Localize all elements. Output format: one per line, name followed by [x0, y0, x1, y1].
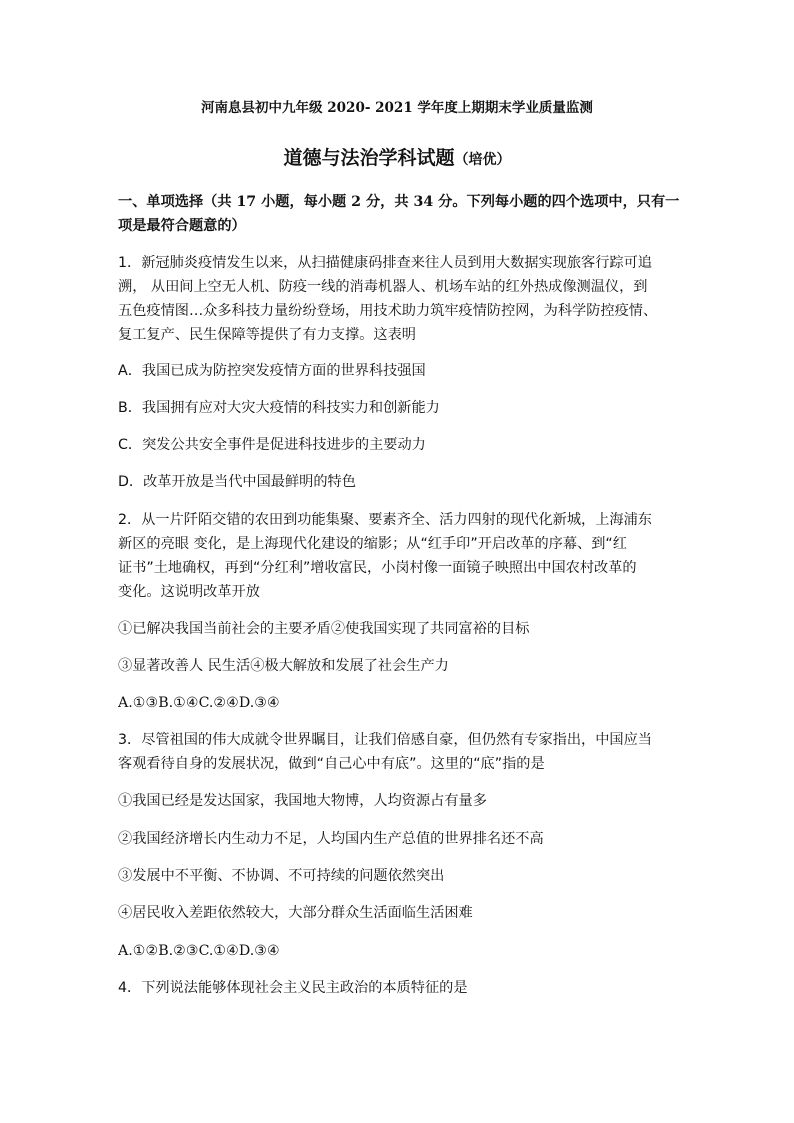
- question-1-option-c: C．突发公共安全事件是促进科技进步的主要动力: [118, 437, 426, 453]
- question-1-option-d: D．改革开放是当代中国最鲜明的特色: [118, 474, 356, 490]
- subject-title-text: 道德与法治学科试题: [283, 147, 455, 169]
- question-4-stem-line: 4．下列说法能够体现社会主义民主政治的本质特征的是: [118, 980, 468, 996]
- question-3-statement-line: ③发展中不平衡、不协调、不可持续的问题依然突出: [118, 868, 445, 884]
- question-3-statement-line: ①我国已经是发达国家，我国地大物博，人均资源占有量多: [118, 793, 487, 809]
- question-1-stem-line: 溯， 从田间上空无人机、防疫一线的消毒机器人、机场车站的红外热成像测温仪，到: [118, 279, 648, 295]
- question-2-stem-line: 证书”土地确权，再到“分红利”增收富民，小岗村像一面镜子映照出中国农村改革的: [118, 560, 637, 576]
- section-heading-line-1: 一、单项选择（共 17 小题，每小题 2 分，共 34 分。下列每小题的四个选项中，只有一: [118, 194, 680, 210]
- question-3-stem-line: 3．尽管祖国的伟大成就令世界瞩目，让我们倍感自豪，但仍然有专家指出，中国应当: [118, 732, 652, 748]
- subject-title-tag: （培优）: [454, 152, 511, 168]
- exam-header-line: 河南息县初中九年级 2020- 2021 学年度上期期末学业质量监测: [201, 100, 593, 116]
- question-1-stem-line: 五色疫情图…众多科技力量纷纷登场，用技术助力筑牢疫情防控网，为科学防控疫情、: [118, 303, 658, 319]
- question-3-statement-line: ②我国经济增长内生动力不足，人均国内生产总值的世界排名还不高: [118, 831, 544, 847]
- question-1-stem-line: 复工复产、民生保障等提供了有力支撑。这表明: [118, 327, 416, 343]
- question-2-stem-line: 变化。这说明改革开放: [118, 584, 260, 600]
- question-2-stem-line: 新区的亮眼 变化，是上海现代化建设的缩影；从“红手印”开启改革的序幕、到“红: [118, 536, 627, 552]
- section-heading-line-2: 项是最符合题意的）: [118, 218, 246, 234]
- question-2-statement-line: ③显著改善人 民生活④极大解放和发展了社会生产力: [118, 658, 449, 674]
- question-2-answer-choices: A.①③B.①④C.②④D.③④: [118, 695, 280, 711]
- question-1-option-b: B．我国拥有应对大灾大疫情的科技实力和创新能力: [118, 400, 440, 416]
- question-1-option-a: A．我国已成为防控突发疫情方面的世界科技强国: [118, 363, 426, 379]
- question-1-stem-line: 1．新冠肺炎疫情发生以来，从扫描健康码排查来往人员到用大数据实现旅客行踪可追: [118, 255, 652, 271]
- question-3-answer-choices: A.①②B.②③C.①④D.③④: [118, 943, 280, 959]
- question-2-statement-line: ①已解决我国当前社会的主要矛盾②使我国实现了共同富裕的目标: [118, 621, 530, 637]
- question-2-stem-line: 2．从一片阡陌交错的农田到功能集聚、要素齐全、活力四射的现代化新城，上海浦东: [118, 512, 652, 528]
- subject-title: [0, 146, 794, 172]
- question-3-stem-line: 客观看待自身的发展状况，做到“自己心中有底”。这里的“底”指的是: [118, 756, 545, 772]
- question-3-statement-line: ④居民收入差距依然较大，大部分群众生活面临生活困难: [118, 905, 473, 921]
